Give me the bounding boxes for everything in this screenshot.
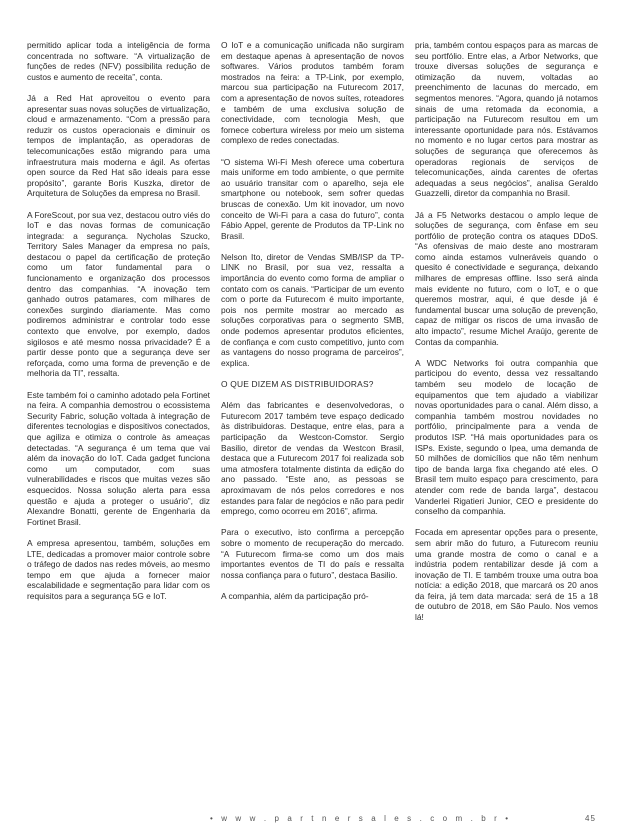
paragraph: A ForeScout, por sua vez, destacou outro viés do IoT e das novas formas de comunicação integrada: a segurança. Nycholas Szucko, Territory Sales Manager da empresa no país, destacou o papel da certificação de proteção como um fator fundamental para o funcionamento e organização dos processos dentro das companhias. “A inovação tem ganhado outros patamares, com milhares de conexões surgindo diariamente. Mas como podiremos administrar e controlar todo esse contexto que envolve, por exemplo, dados sigilosos e até mesmo nossa privacidade? É a partir desse ponto que a segurança deve ser reforçada, como uma forma de prevenção e de melhoria da TI”, ressalta. [27, 209, 210, 379]
paragraph: Focada em apresentar opções para o presente, sem abrir mão do futuro, a Futurecom reuniu uma grande mostra de como o canal e a indústria podem rentabilizar desde já com a inovação de TI. E também trouxe uma outra boa notícia: a edição 2018, que marcará os 20 anos da feira, já tem data marcada: será de 15 a 18 de outubro de 2018, em São Paulo. Nos vemos lá! [415, 527, 598, 623]
paragraph: Além das fabricantes e desenvolvedoras, o Futurecom 2017 também teve espaço dedicado às distribuidoras. Destaque, entre elas, para a participação da Westcon-Comstor. Sergio Basilio, diretor de vendas da Westcon Brasil, destaca que a Futurecom 2017 foi realizada sob uma atmosfera totalmente distinta da edição do ano passado. “Este ano, as pessoas se aproximavam de nós pelos corredores e nos estandes para falar de negócios e não para pedir emprego, como ocorreu em 2016”, afirma. [221, 400, 404, 517]
paragraph: A companhia, além da participação pró- [221, 590, 369, 601]
paragraph: permitido aplicar toda a inteligência de forma concentrada no software. “A virtualização de funções de redes (NFV) possibilita redução de custos e aumento de receita”, conta. [27, 40, 210, 82]
paragraph: “O sistema Wi-Fi Mesh oferece uma cobertura mais uniforme em todo ambiente, o que permite ao usuário transitar com o aparelho, seja ele smartphone ou notebook, sem sofrer quedas bruscas de conexão. Um kit inovador, um novo conceito de Wi-Fi para a casa do futuro”, conta Fábio Appel, gerente de Produtos da TP-Link no Brasil. [221, 156, 404, 241]
section-heading: O QUE DIZEM AS DISTRIBUIDORAS? [221, 379, 374, 389]
paragraph: Nelson Ito, diretor de Vendas SMB/ISP da TP-LINK no Brasil, por sua vez, ressalta a importância do evento como forma de ampliar o contato com os canais. “Participar de um evento com o porte da Futurecom é muito importante, pois nos permite mostrar ao mercado as soluções corporativas para o segmento SMB, onde podemos apresentar produtos eficientes, de confiança e com custo competitivo, junto com as vantagens do nosso programa de parceiros”, explica. [221, 251, 404, 368]
paragraph: Já a F5 Networks destacou o amplo leque de soluções de segurança, com ênfase em seu portfólio de proteção contra os ataques DDoS. “As ofensivas de maio deste ano mostraram como ainda estamos vulneráveis quando o quesito é conectividade e segurança, deixando milhares de empresas offline. Isso será ainda mais evidente no futuro, com o IoT, e o que queremos mostrar, aqui, é que desde já é fundamental buscar uma solução de prevenção, capaz de mitigar os riscos de uma invasão de alto impacto”, resume Michel Araújo, gerente de Contas da companhia. [415, 209, 598, 347]
paragraph: A WDC Networks foi outra companhia que participou do evento, dessa vez ressaltando também seu modelo de locação de equipamentos que tem ajudado a viabilizar novas oportunidades para o canal. Além disso, a companhia também mostrou novidades no portfólio, principalmente para a venda de produtos ISP. “Há mais oportunidades para os ISPs. Existe, segundo o Ipea, uma demanda de 50 milhões de domicílios que não têm nenhum tipo de banda larga fixa chegando até eles. O Brasil tem muito espaço para crescimento, para atender com rede de banda larga”, destacou Vanderlei Rigatieri Junior, CEO e presidente do conselho da companhia. [415, 357, 598, 517]
footer-url: • w w w . p a r t n e r s a l e s . c o m . b r • [210, 814, 512, 823]
text-column-1 [27, 40, 210, 612]
paragraph: pria, também contou espaços para as marcas de seu portfólio. Entre elas, a Arbor Networks, que trouxe diversas soluções de segurança e otimização da nuvem, voltadas ao preenchimento de lacunas do mercado, em segmentos menores. “Agora, quando já notamos sinais de uma retomada da economia, a participação na Futurecom resultou em um interessante oportunidade para nós. Estávamos no momento e no lugar certos para mostrar as soluções de segurança que oferecemos às operadoras regionais de serviços de telecomunicações, ainda carentes de ofertas adequadas a seus negócios”, analisa Geraldo Guazzelli, diretor da companhia no Brasil. [415, 40, 598, 199]
paragraph: Para o executivo, isto confirma a percepção sobre o momento de recuperação do mercado. “A Futurecom firma-se como um dos mais importantes eventos de TI do país e ressalta nossa confiança para o futuro”, destaca Basilio. [221, 527, 404, 580]
text-column-2 [221, 40, 404, 612]
paragraph: Este também foi o caminho adotado pela Fortinet na feira. A companhia demostrou o ecossistema Security Fabric, solução voltada à integração de diferentes tecnologias e dispositivos conectados, que agiliza e otimiza o controle às ameaças detectadas. “A segurança é um tema que vai além da inovação do IoT. Cada gadget funciona como um computador, com suas vulnerabilidades e riscos que muitas vezes são esquecidos. Nossa solução alerta para essa questão e ajuda a proteger o usuário”, diz Alexandre Bonatti, gerente de Engenharia da Fortinet Brasil. [27, 389, 210, 527]
page-number: 45 [585, 814, 596, 823]
paragraph: O IoT e a comunicação unificada não surgiram em destaque apenas à apresentação de novos softwares. Vários produtos também foram mostrados na feira: a TP-Link, por exemplo, marcou sua participação na Futurecom 2017, com a apresentação de novos suítes, roteadores e também de uma exclusiva solução de conectividade, com tecnologia Mesh, que fornece cobertura wireless por meio um sistema complexo de redes conectadas. [221, 40, 404, 146]
paragraph: A empresa apresentou, também, soluções em LTE, dedicadas a promover maior controle sobre o tráfego de dados nas redes móveis, ao mesmo tempo em que ajuda a fornecer maior escalabilidade e segmentação para lidar com os requisitos para a segurança 5G e IoT. [27, 537, 210, 601]
text-column-3 [415, 40, 598, 633]
paragraph: Já a Red Hat aproveitou o evento para apresentar suas novas soluções de virtualização, cloud e armazenamento. “Com a pressão para reduzir os custos operacionais e diminuir os tempos de implantação, as operadoras de telecomunicações estão migrando para uma infraestrutura mais moderna e ágil. As ofertas open source da Red Hat são ideais para esse propósito”, garante Boris Kuszka, diretor de Arquitetura de Soluções da empresa no Brasil. [27, 92, 210, 199]
